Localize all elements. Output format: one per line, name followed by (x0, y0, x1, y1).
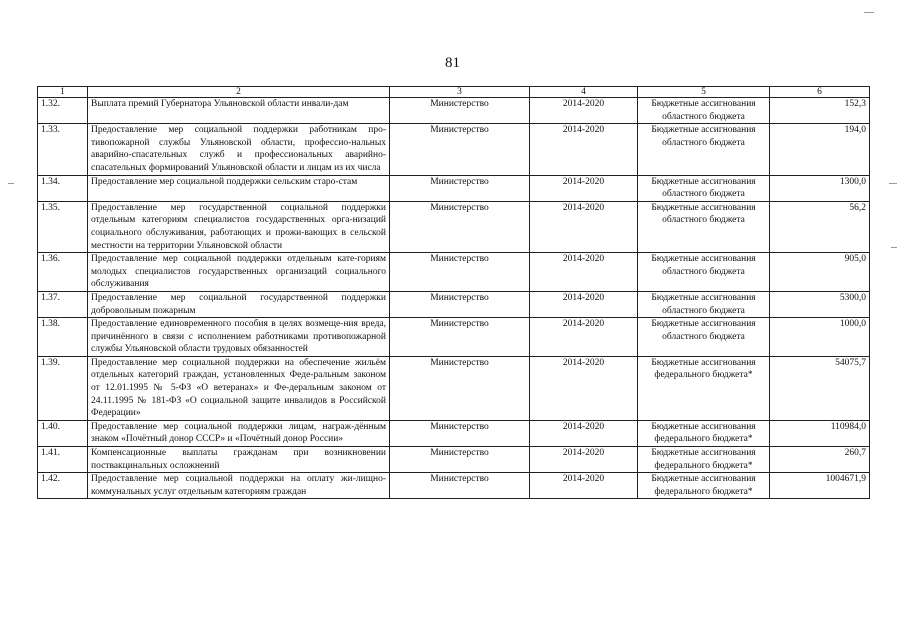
funding-source: Бюджетные ассигнования областного бюджета (638, 291, 770, 317)
scan-mark-right (889, 183, 897, 184)
table-row (38, 175, 870, 201)
table-row (38, 98, 870, 124)
amount: 1000,0 (770, 318, 870, 357)
amount: 194,0 (770, 124, 870, 175)
term: 2014-2020 (530, 447, 638, 473)
row-number: 1.34. (38, 175, 88, 201)
executor: Министерство (390, 253, 530, 292)
column-header-6: 6 (770, 87, 870, 98)
measure-name: Предоставление мер социальной поддержки работникам про-тивопожарной службы Ульяновской области, профессио-нальных аварийно-спасательных служб и профессиональных аварийно-спасательных формирований Ульяновской области и лицам из их числа (88, 124, 390, 175)
row-number: 1.37. (38, 291, 88, 317)
funding-source: Бюджетные ассигнования областного бюджета (638, 98, 770, 124)
executor: Министерство (390, 175, 530, 201)
executor: Министерство (390, 447, 530, 473)
budget-table (37, 86, 870, 499)
executor: Министерство (390, 356, 530, 420)
table-row (38, 253, 870, 292)
page-number: 81 (445, 55, 460, 71)
term: 2014-2020 (530, 175, 638, 201)
amount: 110984,0 (770, 420, 870, 446)
table-row (38, 124, 870, 175)
measure-name: Предоставление мер социальной поддержки на оплату жи-лищно-коммунальных услуг отдельным категориям граждан (88, 473, 390, 499)
term: 2014-2020 (530, 318, 638, 357)
row-number: 1.41. (38, 447, 88, 473)
term: 2014-2020 (530, 201, 638, 252)
table-row (38, 356, 870, 420)
measure-name: Компенсационные выплаты гражданам при возникновении поствакцинальных осложнений (88, 447, 390, 473)
amount: 56,2 (770, 201, 870, 252)
term: 2014-2020 (530, 356, 638, 420)
scan-mark-left (8, 183, 14, 184)
row-number: 1.39. (38, 356, 88, 420)
row-number: 1.38. (38, 318, 88, 357)
table-header-row (38, 87, 870, 98)
amount: 152,3 (770, 98, 870, 124)
column-header-4: 4 (530, 87, 638, 98)
term: 2014-2020 (530, 473, 638, 499)
funding-source: Бюджетные ассигнования областного бюджета (638, 124, 770, 175)
measure-name: Предоставление мер социальной поддержки на обеспечение жильём отдельных категорий граждан, установленных Феде-ральным законом от 12.01.1995 № 5-ФЗ «О ветеранах» и Фе-деральным законом от 24.11.1995 № 181-ФЗ «О социальной защите инвалидов в Российской Федерации» (88, 356, 390, 420)
executor: Министерство (390, 318, 530, 357)
funding-source: Бюджетные ассигнования областного бюджета (638, 253, 770, 292)
term: 2014-2020 (530, 253, 638, 292)
term: 2014-2020 (530, 420, 638, 446)
column-header-1: 1 (38, 87, 88, 98)
table-row (38, 473, 870, 499)
funding-source: Бюджетные ассигнования федерального бюджета* (638, 356, 770, 420)
row-number: 1.36. (38, 253, 88, 292)
executor: Министерство (390, 473, 530, 499)
scan-mark-top-right (864, 12, 874, 13)
funding-source: Бюджетные ассигнования областного бюджета (638, 318, 770, 357)
measure-name: Предоставление мер социальной поддержки лицам, награж-дённым знаком «Почётный донор СССР» и «Почётный донор России» (88, 420, 390, 446)
table-row (38, 420, 870, 446)
funding-source: Бюджетные ассигнования областного бюджета (638, 201, 770, 252)
column-header-5: 5 (638, 87, 770, 98)
table-row (38, 291, 870, 317)
amount: 905,0 (770, 253, 870, 292)
measure-name: Выплата премий Губернатора Ульяновской области инвали-дам (88, 98, 390, 124)
funding-source: Бюджетные ассигнования федерального бюджета* (638, 420, 770, 446)
amount: 54075,7 (770, 356, 870, 420)
scan-mark-right-lower (891, 247, 897, 248)
amount: 5300,0 (770, 291, 870, 317)
measure-name: Предоставление единовременного пособия в целях возмеще-ния вреда, причинённого в связи с исполнением работниками противопожарной службы Ульяновской области трудовых обязанностей (88, 318, 390, 357)
measure-name: Предоставление мер социальной государственной поддержки добровольным пожарным (88, 291, 390, 317)
amount: 1004671,9 (770, 473, 870, 499)
column-header-2: 2 (88, 87, 390, 98)
measure-name: Предоставление мер государственной социальной поддержки отдельным категориям специалистов государственных орга-низаций социального обслуживания, работающих и прожи-вающих в сельской местности на территории Ульяновской области (88, 201, 390, 252)
measure-name: Предоставление мер социальной поддержки отдельным кате-гориям молодых специалистов государственных организаций социального обслуживания (88, 253, 390, 292)
column-header-3: 3 (390, 87, 530, 98)
funding-source: Бюджетные ассигнования областного бюджета (638, 175, 770, 201)
executor: Министерство (390, 124, 530, 175)
row-number: 1.35. (38, 201, 88, 252)
executor: Министерство (390, 98, 530, 124)
funding-source: Бюджетные ассигнования федерального бюджета* (638, 473, 770, 499)
row-number: 1.40. (38, 420, 88, 446)
term: 2014-2020 (530, 98, 638, 124)
row-number: 1.42. (38, 473, 88, 499)
executor: Министерство (390, 420, 530, 446)
table-row (38, 318, 870, 357)
amount: 1300,0 (770, 175, 870, 201)
executor: Министерство (390, 291, 530, 317)
term: 2014-2020 (530, 124, 638, 175)
measure-name: Предоставление мер социальной поддержки сельским старо-стам (88, 175, 390, 201)
row-number: 1.33. (38, 124, 88, 175)
row-number: 1.32. (38, 98, 88, 124)
table-row (38, 447, 870, 473)
term: 2014-2020 (530, 291, 638, 317)
funding-source: Бюджетные ассигнования федерального бюджета* (638, 447, 770, 473)
table-row (38, 201, 870, 252)
amount: 260,7 (770, 447, 870, 473)
executor: Министерство (390, 201, 530, 252)
